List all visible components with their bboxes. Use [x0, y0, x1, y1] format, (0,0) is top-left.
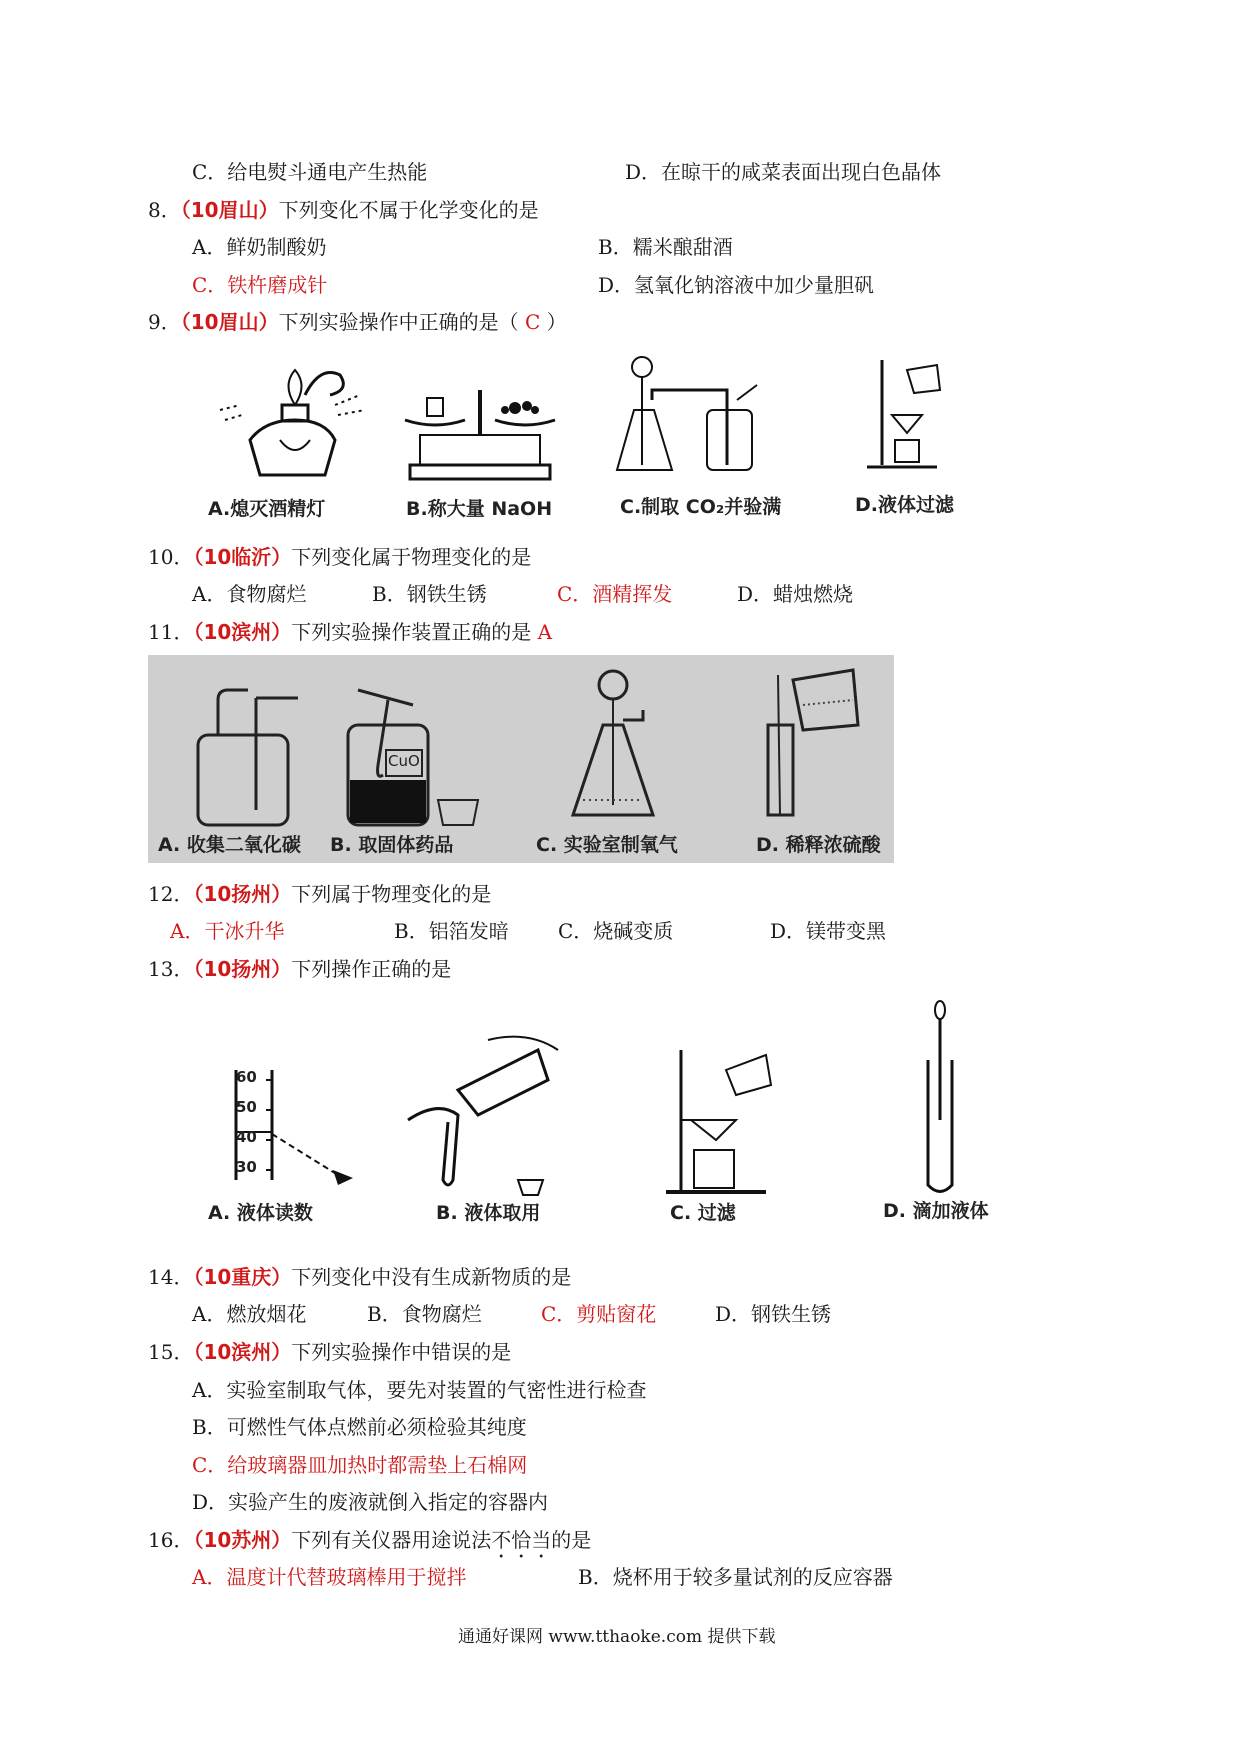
q16-option-a: A．温度计代替玻璃棒用于搅拌 [192, 1565, 467, 1589]
q11-fig-gas-bottle [188, 680, 308, 830]
q13-caption-a: A. 液体读数 [208, 1202, 313, 1224]
q10-option-c: C．酒精挥发 [557, 582, 673, 606]
q13-stem [148, 955, 451, 983]
q10-option-d: D．蜡烛燃烧 [737, 582, 854, 606]
q16-number: 16． [148, 1528, 194, 1552]
q11-figure-panel [148, 655, 894, 863]
q16-text-post: 的是 [551, 1528, 592, 1552]
q15-source-tag: （10滨州） [193, 1340, 292, 1364]
q11-caption-c: C. 实验室制氧气 [536, 834, 678, 856]
q9-caption-d: D.液体过滤 [855, 494, 954, 516]
q12-option-c: C．烧碱变质 [558, 919, 674, 943]
q13-scale-60: 60 [236, 1068, 257, 1086]
q15-option-d: D．实验产生的废液就倒入指定的容器内 [192, 1490, 549, 1514]
q10-number: 10． [148, 545, 194, 569]
q9-text: 下列实验操作中正确的是（ [278, 310, 525, 334]
q16-text-emphasis: 不恰当 [491, 1528, 552, 1552]
q15-option-a: A．实验室制取气体，要先对装置的气密性进行检查 [192, 1378, 647, 1402]
q8-text: 下列变化不属于化学变化的是 [278, 198, 539, 222]
q11-caption-b: B. 取固体药品 [330, 834, 454, 856]
q11-cuo-label: CuO [388, 752, 420, 770]
q13-fig-filter-stand [666, 1040, 796, 1200]
q15-text: 下列实验操作中错误的是 [291, 1340, 512, 1364]
q11-fig-dilution [758, 665, 868, 825]
q13-source-tag: （10扬州） [193, 957, 292, 981]
q9-answer: C [524, 310, 541, 334]
q13-scale-50: 50 [236, 1098, 257, 1116]
q11-stem [148, 618, 552, 646]
q9-caption-b: B.称大量 NaOH [406, 498, 553, 520]
q13-scale-40: 40 [236, 1128, 257, 1146]
q12-option-d: D．镁带变黑 [770, 919, 887, 943]
q9-fig-filtration [862, 355, 952, 475]
q12-option-b: B．铝箔发暗 [394, 919, 509, 943]
q10-source-tag: （10临沂） [193, 545, 292, 569]
q13-figure-panel [208, 1000, 988, 1230]
q9-stem [148, 308, 567, 336]
q8-option-c: C．铁杵磨成针 [192, 273, 328, 297]
q7-option-d: D．在晾干的咸菜表面出现白色晶体 [625, 160, 942, 184]
q8-option-b: B．糯米酿甜酒 [598, 235, 733, 259]
q13-scale-30: 30 [236, 1158, 257, 1176]
q9-fig-co2-apparatus [612, 355, 772, 485]
q12-option-a: A．干冰升华 [170, 919, 285, 943]
q9-close: ） [540, 310, 567, 334]
q8-option-a: A．鲜奶制酸奶 [192, 235, 327, 259]
q16-option-b: B．烧杯用于较多量试剂的反应容器 [578, 1565, 893, 1589]
q11-text: 下列实验操作装置正确的是 [291, 620, 538, 644]
q9-fig-alcohol-lamp [220, 365, 370, 485]
q13-caption-c: C. 过滤 [670, 1202, 736, 1224]
q8-stem [148, 196, 539, 224]
q8-number: 8． [148, 198, 181, 222]
q14-text: 下列变化中没有生成新物质的是 [291, 1265, 572, 1289]
q14-source-tag: （10重庆） [193, 1265, 292, 1289]
q11-caption-a: A. 收集二氧化碳 [158, 834, 301, 856]
q11-fig-flask [568, 665, 668, 825]
q13-caption-d: D. 滴加液体 [883, 1200, 989, 1222]
q13-text: 下列操作正确的是 [291, 957, 452, 981]
q10-option-b: B．钢铁生锈 [372, 582, 487, 606]
q14-option-b: B．食物腐烂 [367, 1302, 482, 1326]
q9-caption-c: C.制取 CO₂并验满 [620, 496, 782, 518]
q10-option-a: A．食物腐烂 [192, 582, 307, 606]
q14-option-a: A．燃放烟花 [192, 1302, 307, 1326]
q9-caption-a: A.熄灭酒精灯 [208, 498, 326, 520]
q16-text-pre: 下列有关仪器用途说法 [291, 1528, 492, 1552]
q12-source-tag: （10扬州） [193, 882, 292, 906]
q8-source-tag: （10眉山） [180, 198, 279, 222]
q16-stem [148, 1526, 591, 1563]
page-footer: 通通好课网 www.tthaoke.com 提供下载 [458, 1627, 776, 1647]
q15-option-b: B．可燃性气体点燃前必须检验其纯度 [192, 1415, 527, 1439]
q14-number: 14． [148, 1265, 194, 1289]
q11-answer: A [537, 620, 553, 644]
q11-number: 11． [148, 620, 194, 644]
q14-stem [148, 1263, 571, 1291]
q11-caption-d: D. 稀释浓硫酸 [756, 834, 881, 856]
q14-option-c: C．剪贴窗花 [541, 1302, 657, 1326]
q15-stem [148, 1338, 511, 1366]
q13-fig-pouring [398, 1030, 568, 1200]
q13-number: 13． [148, 957, 194, 981]
q13-caption-b: B. 液体取用 [436, 1202, 541, 1224]
q9-number: 9． [148, 310, 181, 334]
q16-source-tag: （10苏州） [193, 1528, 292, 1552]
q8-option-d: D．氢氧化钠溶液中加少量胆矾 [598, 273, 875, 297]
q13-fig-dropper-tube [920, 1000, 960, 1200]
q11-source-tag: （10滨州） [193, 620, 292, 644]
q10-stem [148, 543, 531, 571]
q9-source-tag: （10眉山） [180, 310, 279, 334]
q10-text: 下列变化属于物理变化的是 [291, 545, 532, 569]
q15-number: 15． [148, 1340, 194, 1364]
q12-text: 下列属于物理变化的是 [291, 882, 492, 906]
q7-option-c: C．给电熨斗通电产生热能 [192, 160, 428, 184]
q14-option-d: D．钢铁生锈 [715, 1302, 832, 1326]
q15-option-c: C．给玻璃器皿加热时都需垫上石棉网 [192, 1453, 528, 1477]
q12-number: 12． [148, 882, 194, 906]
q12-stem [148, 880, 491, 908]
q9-fig-balance [405, 380, 555, 485]
